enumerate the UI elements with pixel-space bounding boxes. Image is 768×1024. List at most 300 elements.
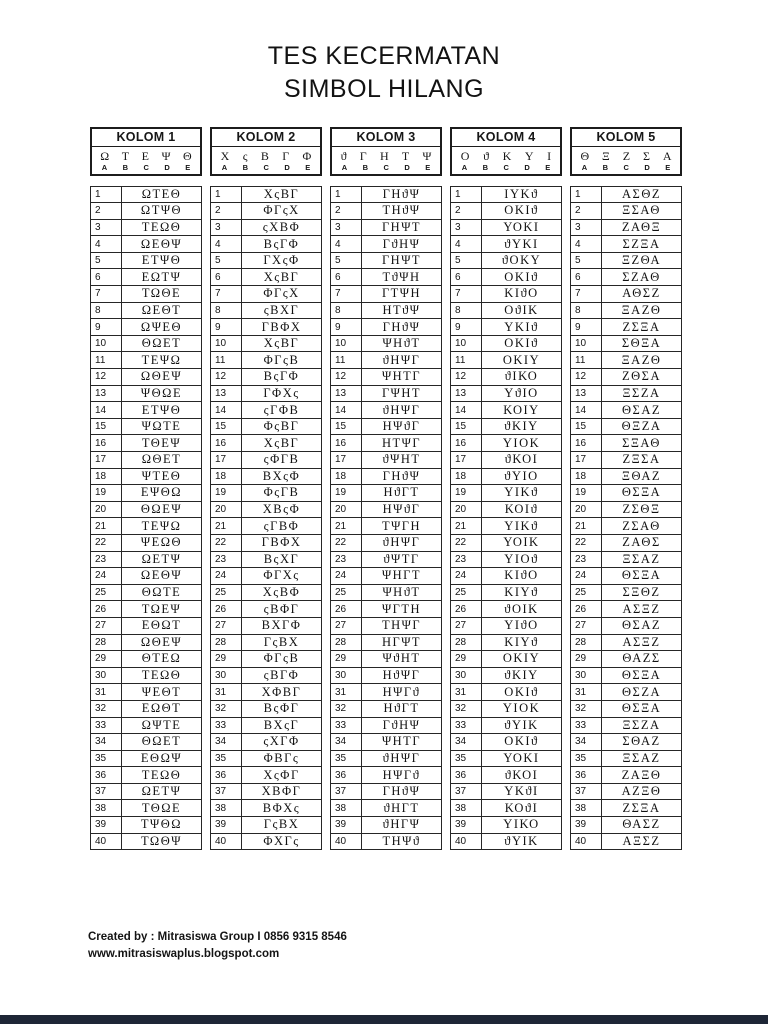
row-symbols: ΧςΒΓ [242, 335, 322, 352]
row-number: 5 [451, 252, 482, 269]
row-symbols: ΤΕΨΩ [122, 518, 202, 535]
row-symbols: ΤΩΕΨ [122, 601, 202, 618]
column-3 [330, 127, 442, 850]
row-number: 12 [451, 369, 482, 386]
table-row [451, 385, 562, 402]
row-number: 40 [91, 833, 122, 850]
row-number: 32 [211, 700, 242, 717]
row-symbols: ΦςΒΓ [242, 418, 322, 435]
title-line-1: TES KECERMATAN [267, 42, 501, 70]
row-symbols: ΒςΧΓ [242, 551, 322, 568]
row-symbols: ΣΖΞΑ [602, 236, 682, 253]
rows-table [90, 186, 202, 851]
table-row [331, 651, 442, 668]
answer-letter: E [185, 163, 191, 172]
row-symbols: ϑΙΚΟ [482, 369, 562, 386]
row-number: 9 [451, 319, 482, 336]
table-row [91, 319, 202, 336]
table-row [331, 485, 442, 502]
row-number: 30 [331, 667, 362, 684]
row-number: 26 [571, 601, 602, 618]
key-symbol: Σ [642, 149, 650, 163]
row-number: 34 [211, 734, 242, 751]
table-row [451, 369, 562, 386]
table-row [331, 452, 442, 469]
table-row [91, 534, 202, 551]
row-number: 25 [571, 584, 602, 601]
table-row [451, 186, 562, 203]
table-row [571, 534, 682, 551]
table-row [211, 186, 322, 203]
row-number: 30 [91, 667, 122, 684]
key-letters [332, 163, 440, 174]
table-row [91, 203, 202, 220]
table-row [571, 518, 682, 535]
row-number: 25 [91, 584, 122, 601]
row-symbols: ΣΞΘΖ [602, 584, 682, 601]
answer-letter: B [602, 163, 609, 172]
row-number: 11 [571, 352, 602, 369]
row-symbols: ΩΘΕΤ [122, 452, 202, 469]
row-symbols: ΥΟΚΙ [482, 750, 562, 767]
table-row [451, 236, 562, 253]
table-row [211, 667, 322, 684]
row-number: 12 [211, 369, 242, 386]
row-symbols: ΤΗΨΓ [362, 617, 442, 634]
row-number: 4 [571, 236, 602, 253]
table-row [331, 518, 442, 535]
row-symbols: ΤϑΨΗ [362, 269, 442, 286]
table-row [451, 783, 562, 800]
table-row [571, 203, 682, 220]
key-symbol: ϑ [340, 149, 347, 163]
table-row [571, 568, 682, 585]
key-symbol: Θ [580, 149, 590, 163]
row-symbols: ΥΙΟΚ [482, 435, 562, 452]
row-number: 35 [211, 750, 242, 767]
row-number: 36 [331, 767, 362, 784]
row-number: 15 [331, 418, 362, 435]
row-number: 16 [571, 435, 602, 452]
row-symbols: ΖΑΞΘ [602, 767, 682, 784]
key-symbol: Α [662, 149, 672, 163]
row-number: 16 [211, 435, 242, 452]
table-row [331, 335, 442, 352]
row-number: 21 [331, 518, 362, 535]
table-row [571, 584, 682, 601]
row-symbols: ΧΦΒΓ [242, 684, 322, 701]
table-row [451, 518, 562, 535]
table-row [331, 269, 442, 286]
row-symbols: ΗΨϑΓ [362, 418, 442, 435]
row-number: 39 [451, 817, 482, 834]
table-row [451, 485, 562, 502]
table-row [331, 286, 442, 303]
row-symbols: ΕΘΩΨ [122, 750, 202, 767]
table-row [91, 783, 202, 800]
row-symbols: ΘΣΞΑ [602, 568, 682, 585]
row-symbols: ΖΣΞΑ [602, 319, 682, 336]
row-symbols: ΧςΒΦ [242, 584, 322, 601]
row-symbols: ΓΨΗΤ [362, 385, 442, 402]
row-symbols: ΨϑΗΤ [362, 651, 442, 668]
row-number: 11 [211, 352, 242, 369]
table-row [91, 734, 202, 751]
table-row [571, 684, 682, 701]
row-number: 26 [331, 601, 362, 618]
row-symbols: ΗΤΨΓ [362, 435, 442, 452]
table-row [451, 435, 562, 452]
row-number: 6 [331, 269, 362, 286]
table-row [211, 651, 322, 668]
table-row [211, 252, 322, 269]
row-symbols: ΓΒΦΧ [242, 534, 322, 551]
row-symbols: ΓϑΗΨ [362, 236, 442, 253]
row-symbols: ΨΘΩΕ [122, 385, 202, 402]
table-row [211, 783, 322, 800]
table-row [331, 734, 442, 751]
row-symbols: ΖΑΘΞ [602, 219, 682, 236]
table-row [571, 700, 682, 717]
table-row [211, 534, 322, 551]
row-symbols: ςΓΒΦ [242, 518, 322, 535]
table-row [91, 219, 202, 236]
row-number: 7 [211, 286, 242, 303]
row-symbols: ΚΟϑΙ [482, 800, 562, 817]
answer-letter: B [242, 163, 249, 172]
table-row [91, 584, 202, 601]
key-symbol: Γ [359, 149, 367, 163]
column-header: KOLOM 2 [212, 129, 320, 147]
table-row [91, 269, 202, 286]
table-row [331, 319, 442, 336]
row-symbols: ΖΑΘΣ [602, 534, 682, 551]
row-number: 22 [211, 534, 242, 551]
row-number: 5 [331, 252, 362, 269]
row-symbols: ΤΩΘΨ [122, 833, 202, 850]
row-number: 20 [571, 501, 602, 518]
row-number: 40 [451, 833, 482, 850]
column-5 [570, 127, 682, 850]
table-row [451, 833, 562, 850]
row-number: 24 [91, 568, 122, 585]
row-symbols: ΨΤΕΘ [122, 468, 202, 485]
row-symbols: ΧςΒΓ [242, 435, 322, 452]
row-symbols: ΤΕΩΘ [122, 667, 202, 684]
column-2 [210, 127, 322, 850]
table-row [571, 485, 682, 502]
row-symbols: ΟΚΙϑ [482, 203, 562, 220]
row-symbols: ςΒΓΦ [242, 667, 322, 684]
table-row [571, 651, 682, 668]
column-1 [90, 127, 202, 850]
row-symbols: ΥΙϑΟ [482, 617, 562, 634]
footer [88, 929, 347, 962]
row-symbols: ΞΖΘΑ [602, 252, 682, 269]
row-symbols: ΚΟΙϑ [482, 501, 562, 518]
row-number: 17 [211, 452, 242, 469]
answer-letter: D [524, 163, 530, 172]
row-symbols: ΓΗϑΨ [362, 783, 442, 800]
row-number: 12 [331, 369, 362, 386]
table-row [211, 601, 322, 618]
table-row [331, 783, 442, 800]
row-number: 10 [451, 335, 482, 352]
row-number: 31 [211, 684, 242, 701]
table-row [91, 485, 202, 502]
table-row [571, 783, 682, 800]
table-row [211, 684, 322, 701]
row-number: 15 [91, 418, 122, 435]
table-row [211, 286, 322, 303]
row-symbols: ΘΩΕΤ [122, 335, 202, 352]
table-row [91, 435, 202, 452]
row-number: 3 [571, 219, 602, 236]
table-row [211, 418, 322, 435]
column-header: KOLOM 5 [572, 129, 680, 147]
row-symbols: ΖΞΣΑ [602, 452, 682, 469]
answer-letter: A [101, 163, 108, 172]
row-number: 20 [91, 501, 122, 518]
row-number: 6 [91, 269, 122, 286]
key-symbol: Τ [401, 149, 410, 163]
row-number: 29 [91, 651, 122, 668]
row-number: 28 [451, 634, 482, 651]
footer-created-by: Created by : Mitrasiswa Group I 0856 9315 8546 [88, 931, 347, 943]
table-row [91, 617, 202, 634]
table-row [331, 551, 442, 568]
row-number: 18 [91, 468, 122, 485]
row-number: 13 [211, 385, 242, 402]
table-row [451, 452, 562, 469]
table-row [91, 717, 202, 734]
columns-container [90, 127, 682, 850]
row-number: 29 [571, 651, 602, 668]
row-number: 38 [451, 800, 482, 817]
row-symbols: ΞΑΖΘ [602, 352, 682, 369]
table-row [211, 518, 322, 535]
row-number: 3 [91, 219, 122, 236]
table-row [211, 717, 322, 734]
row-number: 1 [211, 186, 242, 203]
row-symbols: ςΧΒΦ [242, 219, 322, 236]
row-number: 17 [91, 452, 122, 469]
answer-letter: C [143, 163, 149, 172]
table-row [211, 402, 322, 419]
row-symbols: ΩΕΘΨ [122, 568, 202, 585]
row-symbols: ΘΣΑΖ [602, 617, 682, 634]
row-symbols: ϑΗΨΓ [362, 750, 442, 767]
table-row [211, 584, 322, 601]
key-symbol: Ξ [602, 149, 610, 163]
bottom-bar [0, 1015, 768, 1024]
row-number: 1 [571, 186, 602, 203]
row-symbols: ΩΨΕΘ [122, 319, 202, 336]
row-symbols: ςΒΦΓ [242, 601, 322, 618]
row-number: 14 [91, 402, 122, 419]
answer-letter: B [122, 163, 129, 172]
row-symbols: ΨΕΩΘ [122, 534, 202, 551]
table-row [571, 219, 682, 236]
row-number: 27 [91, 617, 122, 634]
row-symbols: ΩΕΘΨ [122, 236, 202, 253]
row-number: 8 [331, 302, 362, 319]
row-symbols: ΩΤΕΘ [122, 186, 202, 203]
answer-letter: A [461, 163, 468, 172]
row-symbols: ΞΑΖΘ [602, 302, 682, 319]
table-row [571, 236, 682, 253]
table-row [571, 833, 682, 850]
row-symbols: ΘΩΕΨ [122, 501, 202, 518]
row-number: 39 [571, 817, 602, 834]
column-4 [450, 127, 562, 850]
row-symbols: ΩΕΘΤ [122, 302, 202, 319]
row-symbols: ΤΩΘΕ [122, 286, 202, 303]
table-row [451, 468, 562, 485]
row-symbols: ΥΚΙϑ [482, 319, 562, 336]
row-number: 36 [571, 767, 602, 784]
table-row [571, 319, 682, 336]
row-number: 28 [211, 634, 242, 651]
row-symbols: ΘΣΖΑ [602, 684, 682, 701]
table-row [451, 534, 562, 551]
table-row [211, 369, 322, 386]
answer-letter: C [263, 163, 269, 172]
row-number: 22 [331, 534, 362, 551]
row-number: 20 [211, 501, 242, 518]
row-symbols: ϑΗΨΓ [362, 402, 442, 419]
row-number: 35 [451, 750, 482, 767]
table-row [331, 684, 442, 701]
row-symbols: ΤΕΩΘ [122, 767, 202, 784]
row-number: 7 [571, 286, 602, 303]
row-symbols: ΘΩΕΤ [122, 734, 202, 751]
row-number: 40 [571, 833, 602, 850]
table-row [451, 584, 562, 601]
table-row [571, 435, 682, 452]
row-symbols: ΘΤΕΩ [122, 651, 202, 668]
row-number: 37 [91, 783, 122, 800]
rows-table [570, 186, 682, 851]
row-symbols: ΖΣΞΑ [602, 800, 682, 817]
key-symbol: Φ [302, 149, 312, 163]
row-symbols: ΞΣΖΑ [602, 385, 682, 402]
row-number: 18 [211, 468, 242, 485]
row-symbols: ΕΤΨΘ [122, 252, 202, 269]
row-symbols: ΘΞΖΑ [602, 418, 682, 435]
table-row [211, 219, 322, 236]
row-symbols: ϑΥΚΙ [482, 236, 562, 253]
row-symbols: ΒΧςΓ [242, 717, 322, 734]
row-number: 37 [571, 783, 602, 800]
row-symbols: ΩΕΤΨ [122, 783, 202, 800]
answer-letter: D [404, 163, 410, 172]
row-symbols: ΨΗΓΤ [362, 568, 442, 585]
row-symbols: ΟΚΙΥ [482, 352, 562, 369]
row-symbols: ςΦΓΒ [242, 452, 322, 469]
key-letters [452, 163, 560, 174]
row-number: 32 [331, 700, 362, 717]
table-row [571, 617, 682, 634]
key-symbol: Ζ [622, 149, 631, 163]
row-number: 25 [331, 584, 362, 601]
key-symbol: Ψ [161, 149, 171, 163]
table-row [451, 568, 562, 585]
row-symbols: ΓΗΨΤ [362, 252, 442, 269]
row-number: 39 [91, 817, 122, 834]
row-number: 9 [211, 319, 242, 336]
answer-letter: C [503, 163, 509, 172]
row-number: 6 [211, 269, 242, 286]
row-symbols: ΗϑΓΤ [362, 700, 442, 717]
row-number: 17 [571, 452, 602, 469]
table-row [451, 203, 562, 220]
row-symbols: ςΒΧΓ [242, 302, 322, 319]
key-letters [212, 163, 320, 174]
table-row [91, 501, 202, 518]
table-row [571, 252, 682, 269]
table-row [91, 684, 202, 701]
row-symbols: ςΓΦΒ [242, 402, 322, 419]
row-symbols: ΑΖΞΘ [602, 783, 682, 800]
row-symbols: ΗϑΨΓ [362, 667, 442, 684]
row-number: 35 [571, 750, 602, 767]
key-symbol: Ω [100, 149, 110, 163]
row-number: 13 [571, 385, 602, 402]
answer-letter: B [362, 163, 369, 172]
row-number: 20 [451, 501, 482, 518]
row-number: 19 [211, 485, 242, 502]
row-symbols: ΚΙϑΟ [482, 286, 562, 303]
key-symbol: Β [260, 149, 269, 163]
row-number: 5 [91, 252, 122, 269]
row-symbols: ΘΑΖΣ [602, 651, 682, 668]
row-symbols: ΘΣΞΑ [602, 485, 682, 502]
answer-letter: E [305, 163, 311, 172]
row-number: 35 [91, 750, 122, 767]
row-symbols: ΒςΦΓ [242, 700, 322, 717]
row-symbols: ΑΣΞΖ [602, 634, 682, 651]
table-row [91, 750, 202, 767]
table-row [91, 700, 202, 717]
row-number: 2 [331, 203, 362, 220]
answer-letter: D [164, 163, 170, 172]
table-row [91, 651, 202, 668]
row-symbols: ΨΗΤΓ [362, 734, 442, 751]
table-row [571, 551, 682, 568]
row-symbols: ΦΓςΒ [242, 651, 322, 668]
key-box [570, 127, 682, 176]
page-title [0, 0, 768, 106]
row-number: 37 [331, 783, 362, 800]
table-row [211, 501, 322, 518]
table-row [451, 219, 562, 236]
row-symbols: ΦΧΓς [242, 833, 322, 850]
row-number: 23 [451, 551, 482, 568]
row-number: 26 [211, 601, 242, 618]
table-row [91, 252, 202, 269]
table-row [451, 684, 562, 701]
row-number: 6 [451, 269, 482, 286]
row-number: 8 [451, 302, 482, 319]
row-number: 10 [211, 335, 242, 352]
table-row [331, 617, 442, 634]
row-number: 40 [211, 833, 242, 850]
table-row [91, 286, 202, 303]
row-number: 33 [91, 717, 122, 734]
row-number: 22 [91, 534, 122, 551]
row-symbols: ΖΘΣΑ [602, 369, 682, 386]
